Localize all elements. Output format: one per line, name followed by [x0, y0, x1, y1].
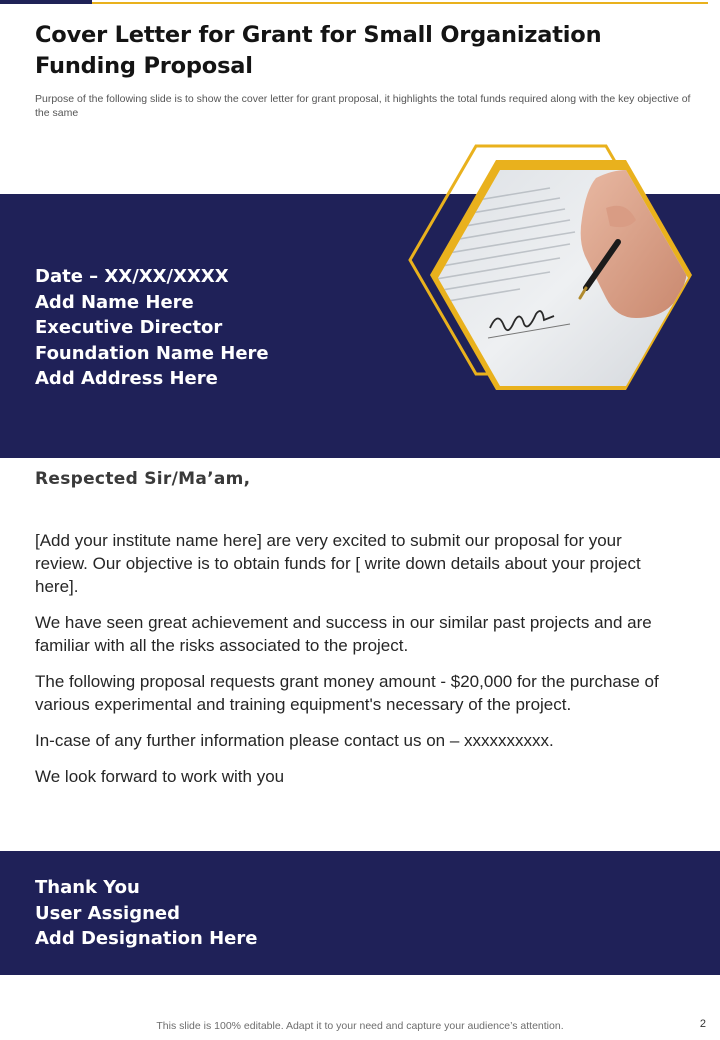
- letter-paragraph: We look forward to work with you: [35, 767, 285, 786]
- page-number: 2: [699, 1018, 706, 1030]
- letter-body: [35, 529, 675, 801]
- top-accent-gold: [92, 2, 708, 4]
- address-block: [35, 264, 269, 392]
- footer-note: This slide is 100% editable. Adapt it to your need and capture your audience’s attention.: [156, 1020, 564, 1032]
- recipient-address: Add Address Here: [35, 368, 218, 389]
- page-subtitle: Purpose of the following slide is to show the cover letter for grant proposal, it highlights the total funds required along with the key objective of the same: [35, 93, 691, 119]
- salutation: Respected Sir/Ma’am,: [35, 469, 251, 489]
- letter-paragraph: In-case of any further information please contact us on – xxxxxxxxxx.: [35, 731, 554, 750]
- page-title: Cover Letter for Grant for Small Organization Funding Proposal: [35, 22, 602, 79]
- signer-name: User Assigned: [35, 902, 181, 924]
- recipient-title: Executive Director: [35, 317, 223, 338]
- date-line: Date – XX/XX/XXXX: [35, 266, 229, 287]
- signoff-block: [35, 875, 257, 952]
- letter-paragraph: We have seen great achievement and success in our similar past projects and are familiar with all the risks associated to the project.: [35, 613, 652, 655]
- signing-hexagon-image: [400, 138, 720, 438]
- closing-line: Thank You: [35, 877, 140, 898]
- recipient-name: Add Name Here: [35, 291, 194, 313]
- top-accent-dark: [0, 0, 92, 4]
- foundation-name: Foundation Name Here: [35, 342, 269, 364]
- signer-designation: Add Designation Here: [35, 928, 258, 949]
- letter-paragraph: The following proposal requests grant money amount - $20,000 for the purchase of various experimental and training equipment's necessary of the project.: [35, 672, 659, 714]
- letter-paragraph: [Add your institute name here] are very excited to submit our proposal for your review. Our objective is to obtain funds for [ write down details about your project here].: [35, 531, 641, 596]
